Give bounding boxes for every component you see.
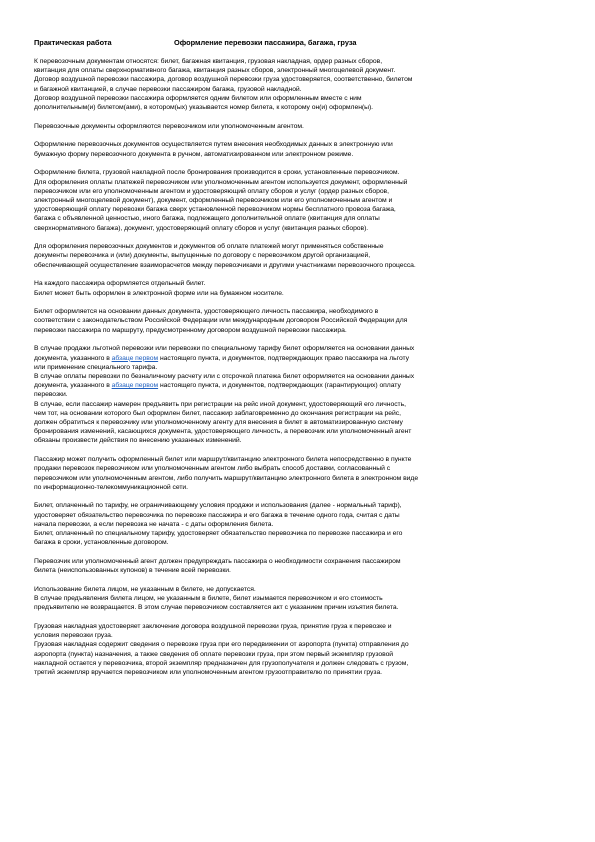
link-first-paragraph-1[interactable]: абзаце первом <box>111 354 159 362</box>
paragraph-separate-ticket: На каждого пассажира оформляется отдельный билет. Билет может быть оформлен в электронной форме или на бумажном носителе. <box>34 280 284 297</box>
paragraph-own-documents: Для оформления перевозочных документов и документов об оплате платежей могут применяться собственные документы перевозчика и (или) документы, выпущенные по договору с перевозчиком другой организацией, обеспечивающей осуществление взаиморасчетов между перевозчиками и другими участниками перевозочного процесса. <box>34 243 416 269</box>
document-page <box>34 38 561 677</box>
paragraph-issuing-terms: Оформление билета, грузовой накладной после бронирования производится в сроки, установленные перевозчиком. Для оформления оплаты платежей перевозчиком или уполномоченным агентом используется документ, оформленный перевозчиком или его уполномоченным агентом и удостоверяющий оплату сборов и услуг (ордер разных сборов, электронный многоцелевой документ), документ, оформленный перевозчиком или его уполномоченным агентом и удостоверяющий оплату перевозки багажа сверх установленной перевозчиком нормы бесплатного провоза багажа, багажа с объявленной ценностью, иного багажа, подлежащего дополнительной оплате (квитанция для оплаты сверхнормативного багажа), документ, удостоверяющий оплату сборов и услуг (квитанция разных сборов). <box>34 169 408 232</box>
paragraph-ticket-validity: Билет, оплаченный по тарифу, не ограничивающему условия продажи и использования (далее - нормальный тариф), удостоверяет обязательство перевозчика по перевозке пассажира и его багажа в течение одного года, считая с даты начала перевозки, а если перевозка не начата - с даты оформления билета. Билет, оплаченный по специальному тарифу, удостоверяет обязательство перевозчика по перевозке пассажира и его багажа в сроки, установленные договором. <box>34 502 403 547</box>
header-practical-work: Практическая работа <box>34 38 112 47</box>
paragraph-keep-ticket: Перевозчик или уполномоченный агент должен предупреждать пассажира о необходимости сохранения пассажиром билета (неиспользованных купонов) в течение всей перевозки. <box>34 557 401 575</box>
paragraph-special-fare-part-b: настоящего пункта, и документов, подтверждающих право пассажира на льготу или применение специального тарифа. В случае оплаты перевозки по безналичному расчету или с отсрочкой платежа билет оформляется на основании данных документа, указанного в <box>34 354 415 390</box>
paragraph-special-fare-part-c: настоящего пункта, и документов, подтверждающих (гарантирующих) оплату перевозки. В случае, если пассажир намерен предъявить при регистрации на рейс иной документ, удостоверяющий его личность, чем тот, на основании которого был оформлен билет, пассажир заблаговременно до окончания регистрации на рейс, должен обратиться к перевозчику или уполномоченному агенту для внесения в билет в автоматизированную систему бронирования изменений, касающихся документа, удостоверяющего личность, а перевозчик или уполномоченный агент обязаны произвести действия по внесению указанных изменений. <box>34 382 412 445</box>
header-topic-title: Оформление перевозки пассажира, багажа, груза <box>174 38 357 47</box>
paragraph-issued-by: Перевозочные документы оформляются перевозчиком или уполномоченным агентом. <box>34 122 304 130</box>
link-first-paragraph-2[interactable]: абзаце первом <box>111 382 159 390</box>
paragraph-documents-list: К перевозочным документам относятся: билет, багажная квитанция, грузовая накладная, ордер разных сборов, квитанция для оплаты сверхнормативного багажа, квитанция разных сборов, электронный многоцелевой документ. Договор воздушной перевозки пассажира, договор воздушной перевозки груза удостоверяется, соответственно, билетом и багажной квитанцией, в случае перевозки пассажиром багажа, грузовой накладной. Договор воздушной перевозки пассажира оформляется одним билетом или оформленным вместе с ним дополнительным(и) билетом(ами), в котором(ых) указывается номер билета, к которому он(и) оформлен(ы). <box>34 58 413 112</box>
paragraph-issuing-method: Оформление перевозочных документов осуществляется путем внесения необходимых данных в электронную или бумажную форму перевозочного документа в ручном, автоматизированном или электронном режиме. <box>34 141 393 158</box>
paragraph-ticket-misuse: Использование билета лицом, не указанным в билете, не допускается. В случае предъявления билета лицом, не указанным в билете, билет изымается перевозчиком и его стоимость предъявителю не возвращается. В этом случае перевозчиком составляется акт с указанием причин изъятия билета. <box>34 585 399 612</box>
paragraph-special-fare-part-a: В случае продажи льготной перевозки или перевозки по специальному тарифу билет оформляется на основании данных документа, указанного в <box>34 345 415 362</box>
paragraph-ticket-delivery: Пассажир может получить оформленный билет или маршрут/квитанцию электронного билета непосредственно в пункте продажи перевозок перевозчиком или уполномоченным агентом либо выбрать способ доставки, согласованный с перевозчиком или уполномоченным агентом, либо получить маршрут/квитанцию электронного билета в электронном виде по информационно-телекоммуникационной сети. <box>34 456 419 491</box>
paragraph-air-waybill: Грузовая накладная удостоверяет заключение договора воздушной перевозки груза, принятие груза к перевозке и условия перевозки груза. Грузовая накладная содержит сведения о перевозке груза при его передвижении от аэропорта (пункта) отправления до аэропорта (пункта) назначения, а также сведения об оплате перевозки груза, при этом первый экземпляр грузовой накладной остается у перевозчика, второй экземпляр предназначен для грузополучателя и должен следовать с грузом, третий экземпляр вручается перевозчиком или уполномоченным агентом грузоотправителю по принятии груза. <box>34 622 409 676</box>
paragraph-ticket-basis: Билет оформляется на основании данных документа, удостоверяющего личность пассажира, необходимого в соответствии с законодательством Российской Федерации или международным договором Российской Федерации для перевозки пассажира по маршруту, предусмотренному договором воздушной перевозки пассажира. <box>34 308 408 334</box>
paragraph-special-fare <box>34 344 561 445</box>
header-row <box>34 38 561 50</box>
